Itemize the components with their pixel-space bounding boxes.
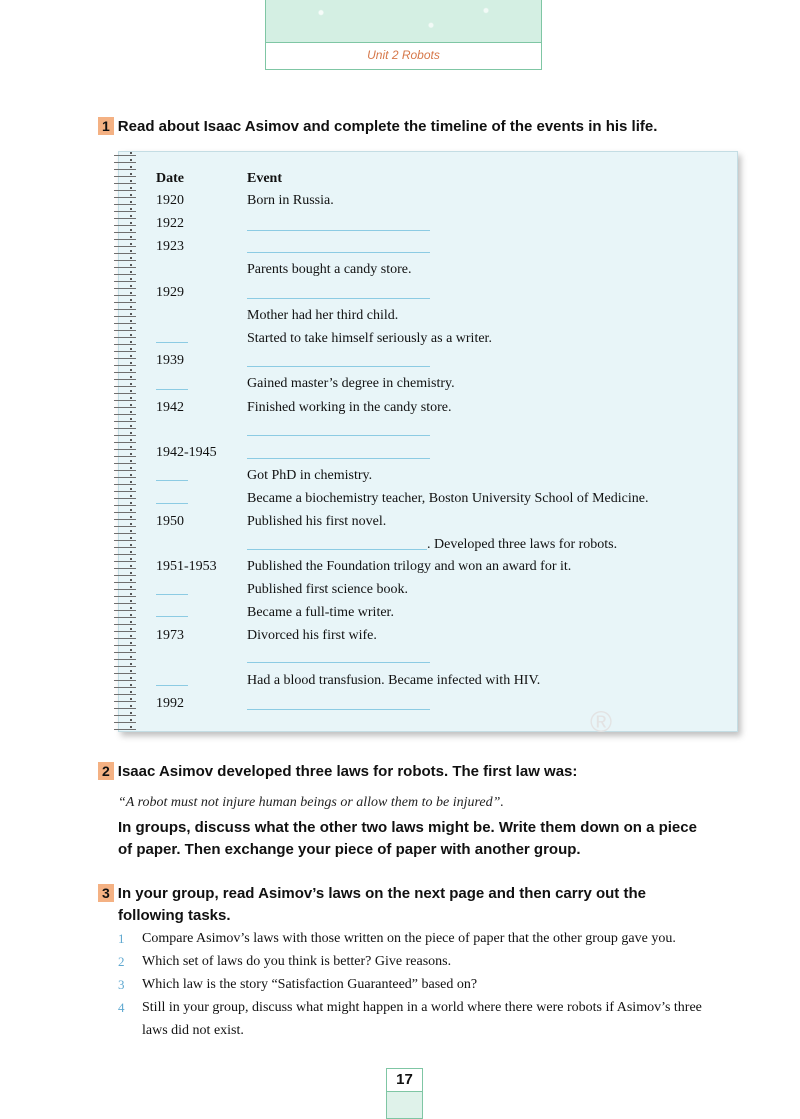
section3-heading-line1: In your group, read Asimov’s laws on the next page and then carry out the xyxy=(117,885,646,902)
task-number: 2 xyxy=(118,954,125,969)
unit-title: Unit 2 Robots xyxy=(367,48,440,62)
date-answer-blank[interactable] xyxy=(156,342,188,343)
spiral-binding xyxy=(114,152,136,730)
timeline-event: Published his first novel. xyxy=(247,514,387,529)
timeline-event: Became a biochemistry teacher, Boston University School of Medicine. xyxy=(247,491,649,506)
timeline-date-header: Date xyxy=(156,171,184,186)
section3-heading-line2: following tasks. xyxy=(118,907,231,924)
timeline-date: 1992 xyxy=(156,696,184,711)
task-text: Still in your group, discuss what might happen in a world where there were robots if Asimov’s three laws did not exist. xyxy=(142,1000,702,1038)
timeline-event: Mother had her third child. xyxy=(247,308,399,323)
date-answer-blank[interactable] xyxy=(156,594,188,595)
date-answer-blank[interactable] xyxy=(156,480,188,481)
task-number: 3 xyxy=(118,977,125,992)
event-answer-blank[interactable] xyxy=(247,549,427,550)
section2-heading xyxy=(98,761,577,783)
event-answer-blank[interactable] xyxy=(247,435,430,436)
date-answer-blank[interactable] xyxy=(156,503,188,504)
timeline-date: 1950 xyxy=(156,514,184,529)
timeline-event: Born in Russia. xyxy=(247,193,334,208)
list-item xyxy=(118,950,718,973)
timeline-date: 1920 xyxy=(156,193,184,208)
event-answer-blank[interactable] xyxy=(247,709,430,710)
date-answer-blank[interactable] xyxy=(156,685,188,686)
section3-number-badge: 3 xyxy=(98,884,114,902)
section1-number-badge: 1 xyxy=(98,117,114,135)
timeline-event: Divorced his first wife. xyxy=(247,628,377,643)
section2-number-badge: 2 xyxy=(98,762,114,780)
timeline-date: 1929 xyxy=(156,285,184,300)
unit-banner xyxy=(265,0,542,70)
event-answer-blank[interactable] xyxy=(247,298,430,299)
timeline-event: Parents bought a candy store. xyxy=(247,262,412,277)
timeline-date: 1942-1945 xyxy=(156,445,217,460)
timeline-event: Published the Foundation trilogy and won an award for it. xyxy=(247,559,572,574)
timeline-event: Finished working in the candy store. xyxy=(247,400,452,415)
task-list xyxy=(118,927,718,1042)
event-answer-blank[interactable] xyxy=(247,230,430,231)
timeline-event: Became a full-time writer. xyxy=(247,605,394,620)
page-number: 17 xyxy=(387,1069,422,1092)
timeline-event: Had a blood transfusion. Became infected with HIV. xyxy=(247,673,541,688)
list-item xyxy=(118,927,718,950)
event-answer-blank[interactable] xyxy=(247,458,430,459)
event-answer-blank[interactable] xyxy=(247,252,430,253)
section1-heading xyxy=(98,116,657,138)
date-answer-blank[interactable] xyxy=(156,616,188,617)
section1-heading-text: Read about Isaac Asimov and complete the timeline of the events in his life. xyxy=(117,118,658,135)
timeline-event: Gained master’s degree in chemistry. xyxy=(247,376,455,391)
date-answer-blank[interactable] xyxy=(156,389,188,390)
timeline-notebook xyxy=(118,151,738,732)
event-answer-blank[interactable] xyxy=(247,662,430,663)
event-answer-blank[interactable] xyxy=(247,366,430,367)
timeline-event: Started to take himself seriously as a writer. xyxy=(247,331,492,346)
timeline-date: 1939 xyxy=(156,353,184,368)
spiral-wire xyxy=(130,152,132,730)
timeline-event-header: Event xyxy=(247,171,282,186)
section2-instruction-line1: In groups, discuss what the other two laws might be. Write them down on a piece xyxy=(118,819,697,836)
task-text: Which set of laws do you think is better? Give reasons. xyxy=(142,954,452,969)
registered-mark-icon: ® xyxy=(590,706,613,739)
section2-heading-text: Isaac Asimov developed three laws for robots. The first law was: xyxy=(117,763,578,780)
timeline-date: 1922 xyxy=(156,216,184,231)
task-text: Which law is the story “Satisfaction Guaranteed” based on? xyxy=(142,977,478,992)
page-number-box xyxy=(386,1068,423,1119)
list-item xyxy=(118,996,718,1042)
banner-divider xyxy=(266,42,541,43)
section3-heading xyxy=(98,883,646,905)
list-item xyxy=(118,973,718,996)
task-number: 1 xyxy=(118,931,125,946)
timeline-date: 1951-1953 xyxy=(156,559,217,574)
timeline-event: Got PhD in chemistry. xyxy=(247,468,373,483)
timeline-event: . Developed three laws for robots. xyxy=(427,537,618,552)
timeline-date: 1923 xyxy=(156,239,184,254)
task-number: 4 xyxy=(118,1000,125,1015)
timeline-date: 1942 xyxy=(156,400,184,415)
first-law-quote: “A robot must not injure human beings or allow them to be injured”. xyxy=(118,795,504,810)
task-text: Compare Asimov’s laws with those written on the piece of paper that the other group gave you. xyxy=(142,931,676,946)
section2-instruction-line2: of paper. Then exchange your piece of paper with another group. xyxy=(118,841,581,858)
timeline-date: 1973 xyxy=(156,628,184,643)
timeline-event: Published first science book. xyxy=(247,582,408,597)
banner-texture xyxy=(266,0,541,42)
